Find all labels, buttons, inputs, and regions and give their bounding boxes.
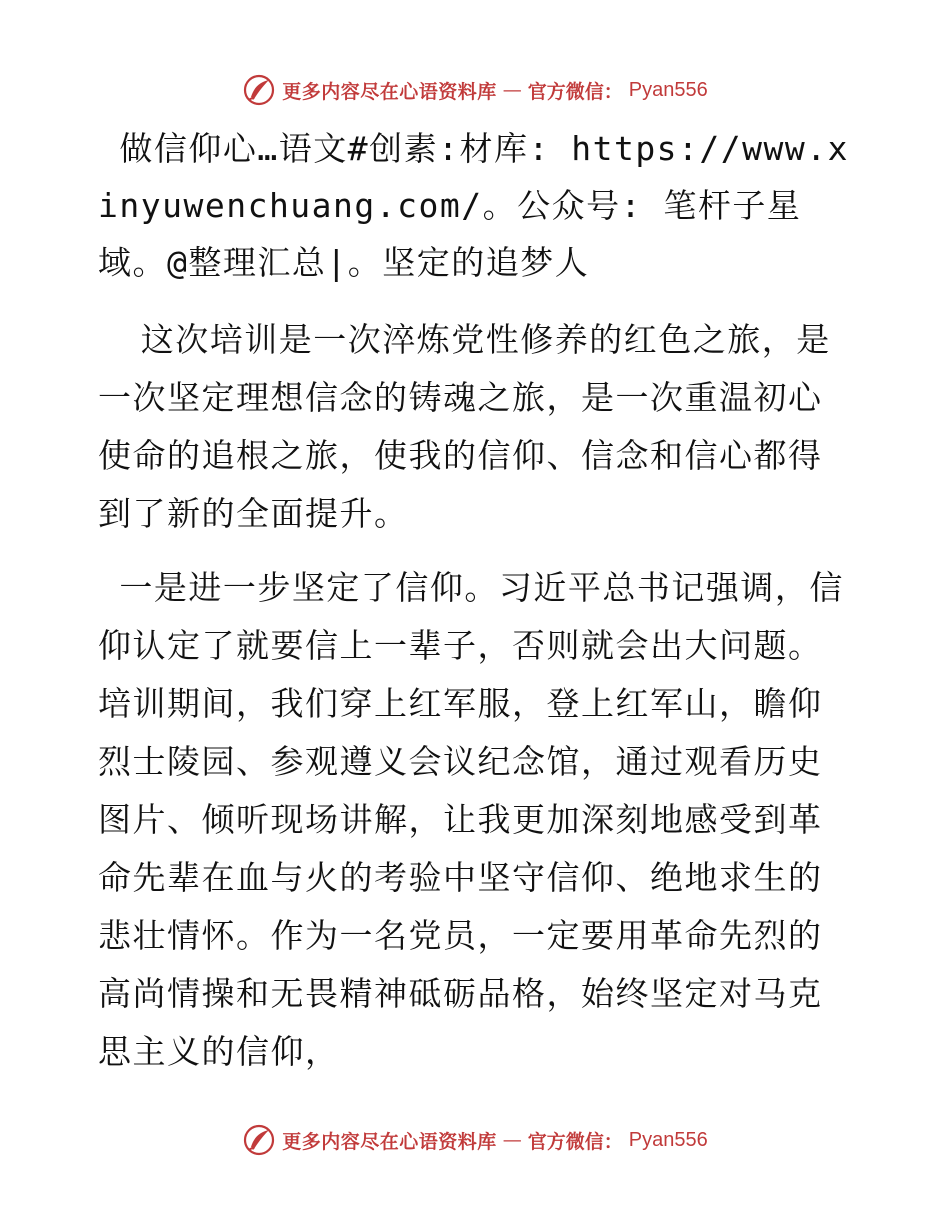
banner-separator: — xyxy=(502,1129,522,1151)
banner-content xyxy=(242,73,708,107)
banner-slogan: 更多内容尽在心语资料库 xyxy=(282,1130,497,1153)
brush-logo-icon xyxy=(242,1123,276,1157)
banner-wechat-id: Pyan556 xyxy=(628,78,708,101)
banner-content xyxy=(242,1123,708,1157)
brush-logo-icon xyxy=(242,73,276,107)
header-banner xyxy=(0,70,950,110)
paragraph-faith: 一是进一步坚定了信仰。习近平总书记强调，信仰认定了就要信上一辈子，否则就会出大问题。培训期间，我们穿上红军服，登上红军山，瞻仰烈士陵园、参观遵义会议纪念馆，通过观看历史图片、倾听现场讲解，让我更加深刻地感受到革命先辈在血与火的考验中坚守信仰、绝地求生的悲壮情怀。作为一名党员，一定要用革命先烈的高尚情操和无畏精神砥砺品格，始终坚定对马克思主义的信仰， xyxy=(98,568,844,1071)
banner-wechat-label: 官方微信： xyxy=(527,1130,623,1153)
banner-wechat-id: Pyan556 xyxy=(628,1128,708,1151)
paragraph-intro: 这次培训是一次淬炼党性修养的红色之旅，是一次坚定理想信念的铸魂之旅，是一次重温初心使命的追根之旅，使我的信仰、信念和信心都得到了新的全面提升。 xyxy=(98,320,831,533)
paragraph-source-note: 做信仰心…语文#创素:材库: https://www.xinyuwenchuang.com/。公众号: 笔杆子星域。@整理汇总|。坚定的追梦人 xyxy=(98,129,849,282)
document-body xyxy=(98,120,850,1097)
banner-wechat-label: 官方微信： xyxy=(527,80,623,103)
banner-separator: — xyxy=(502,79,522,101)
banner-slogan: 更多内容尽在心语资料库 xyxy=(282,80,497,103)
footer-banner xyxy=(0,1120,950,1160)
